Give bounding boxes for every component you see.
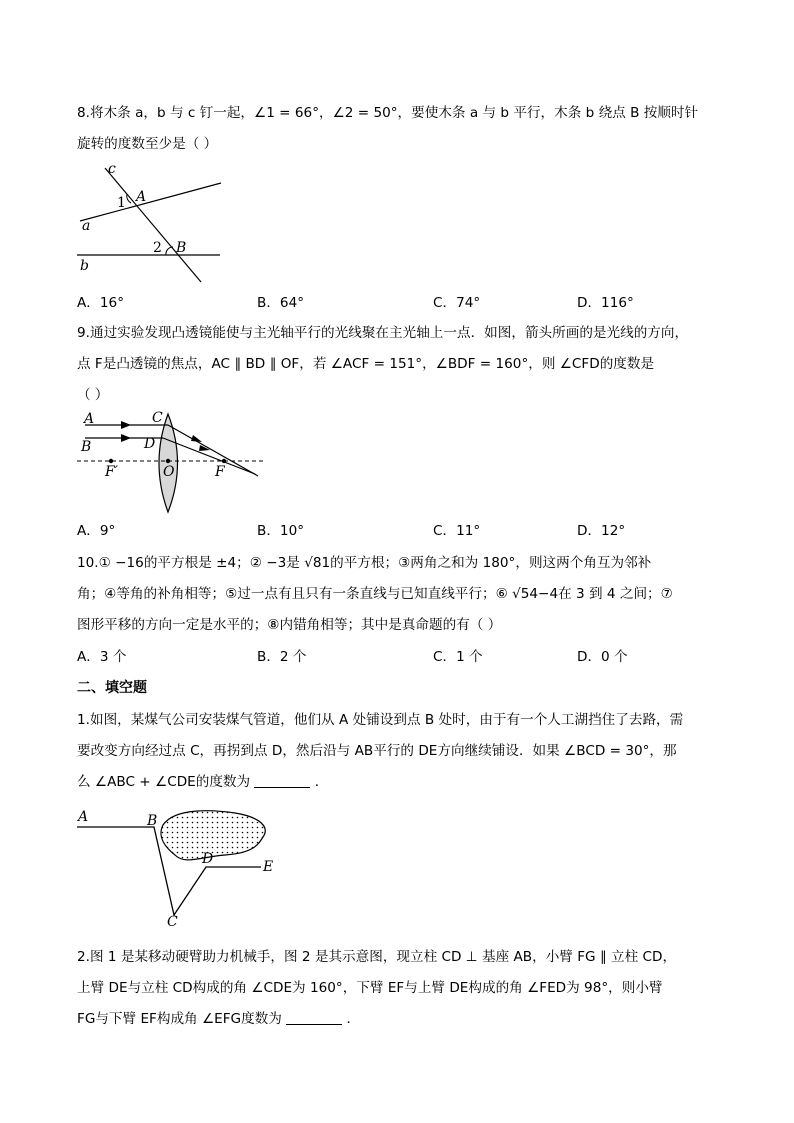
label-D: D [144, 436, 156, 452]
label-A: A [136, 189, 147, 205]
q10-text-line1: 10.① −16的平方根是 ±4；② −3是 √81的平方根；③两角之和为 180°，则这两个角互为邻补 [77, 555, 652, 571]
q9-option-c[interactable]: C．11° [433, 523, 481, 539]
q8-option-c[interactable]: C．74° [433, 295, 481, 311]
label-b: b [80, 258, 89, 274]
q8-text-line2: 旋转的度数至少是（ ） [77, 136, 218, 152]
f1-figure [75, 805, 285, 930]
arrow-bd [121, 434, 131, 442]
q8-figure [75, 158, 235, 288]
label-C: C [152, 410, 163, 426]
point-fprime [109, 459, 113, 463]
q10-option-d[interactable]: D．0 个 [577, 649, 628, 665]
f2-text-line2: 上臂 DE与立柱 CD构成的角 ∠CDE为 160°，下臂 EF与上臂 DE构成的角 ∠FED为 98°，则小臂 [77, 980, 663, 996]
q10-text-line3: 图形平移的方向一定是水平的；⑧内错角相等；其中是真命题的有（ ） [77, 617, 502, 633]
label-a: a [82, 218, 91, 234]
f2-text-line3-content: FG与下臂 EF构成角 ∠EFG度数为 [77, 1011, 282, 1027]
arrow-cf [191, 435, 202, 442]
q9-text-line2: 点 F是凸透镜的焦点，AC ∥ BD ∥ OF，若 ∠ACF = 151°，∠BDF = 160°，则 ∠CFD的度数是 [77, 356, 655, 372]
f1-text-line3 [77, 770, 328, 790]
q9-option-a[interactable]: A．9° [77, 523, 116, 539]
q10-option-b[interactable]: B．2 个 [257, 649, 307, 665]
q10-text-line2: 角；④等角的补角相等；⑤过一点有且只有一条直线与已知直线平行；⑥ √54−4在 3 到 4 之间；⑦ [77, 586, 673, 602]
label-angle1: 1 [117, 195, 126, 211]
point-o [166, 459, 170, 463]
f1-text-end: ． [314, 774, 329, 790]
label-O: O [163, 464, 175, 480]
q9-option-b[interactable]: B．10° [257, 523, 305, 539]
label-C: C [167, 914, 178, 930]
f2-text-line3 [77, 1007, 360, 1027]
q9-text-line1: 9.通过实验发现凸透镜能使与主光轴平行的光线聚在主光轴上一点．如图，箭头所画的是光线的方向， [77, 325, 689, 341]
point-f [222, 459, 226, 463]
ray-cf [168, 425, 258, 476]
line-a [80, 183, 221, 221]
q8-option-b[interactable]: B．64° [257, 295, 305, 311]
f1-answer-blank[interactable] [254, 773, 310, 788]
label-D: D [202, 851, 214, 867]
q9-text-line3: （ ） [77, 387, 109, 403]
label-A: A [78, 809, 89, 825]
q10-option-a[interactable]: A．3 个 [77, 649, 127, 665]
label-F: F [215, 464, 225, 480]
q8-text-line1: 8.将木条 a，b 与 c 钉一起，∠1 = 66°，∠2 = 50°，要使木条 a 与 b 平行，木条 b 绕点 B 按顺时针 [77, 105, 699, 121]
f2-answer-blank[interactable] [286, 1010, 342, 1025]
q9-figure [75, 408, 275, 516]
f2-text-end: ． [346, 1011, 361, 1027]
label-Fprime: F′ [105, 464, 118, 480]
label-A: A [84, 411, 95, 427]
f1-text-line2: 要改变方向经过点 C，再拐到点 D，然后沿与 AB平行的 DE方向继续铺设．如果 ∠BCD = 30°，那 [77, 743, 677, 759]
q8-option-d[interactable]: D．116° [577, 295, 634, 311]
f1-text-line3-content: 么 ∠ABC + ∠CDE的度数为 [77, 774, 251, 790]
label-c: c [108, 161, 116, 177]
q10-option-c[interactable]: C．1 个 [433, 649, 483, 665]
f1-text-line1: 1.如图，某煤气公司安装煤气管道，他们从 A 处铺设到点 B 处时，由于有一个人工湖挡住了去路，需 [77, 712, 684, 728]
f2-text-line1: 2.图 1 是某移动硬臂助力机械手，图 2 是其示意图，现立柱 CD ⊥ 基座 AB，小臂 FG ∥ 立柱 CD， [77, 949, 677, 965]
q8-option-a[interactable]: A．16° [77, 295, 124, 311]
q9-option-d[interactable]: D．12° [577, 523, 626, 539]
label-angle2: 2 [153, 240, 162, 256]
label-E: E [263, 859, 274, 875]
label-B: B [176, 240, 187, 256]
label-B: B [147, 813, 158, 829]
arrow-ac [121, 421, 131, 429]
section-title: 二、填空题 [77, 680, 147, 696]
label-B: B [81, 439, 92, 455]
line-c [105, 168, 201, 282]
